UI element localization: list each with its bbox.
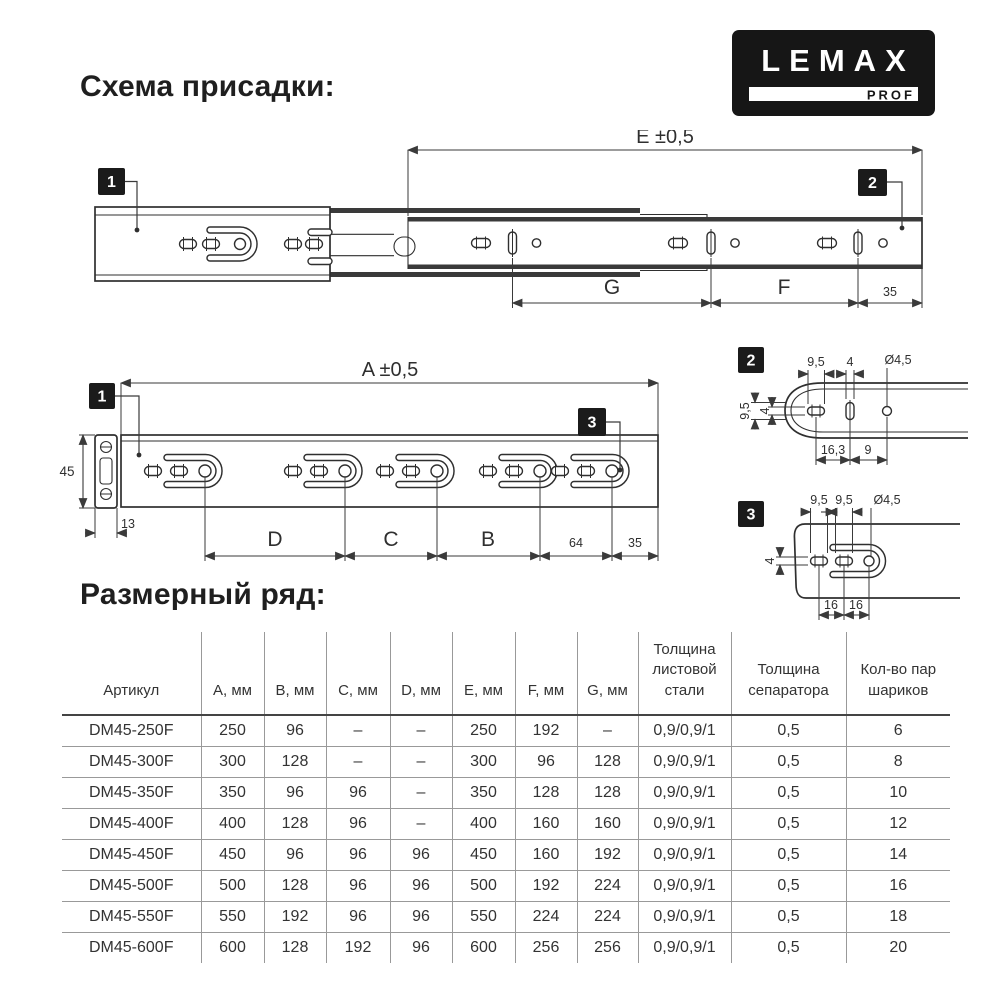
marker-2-label: 2 xyxy=(868,175,877,192)
dim-b-label: B xyxy=(480,528,496,551)
cross-section-view xyxy=(95,435,117,508)
value-cell: 96 xyxy=(326,870,390,901)
dim-a-label: A ±0,5 xyxy=(361,360,419,381)
article-cell: DM45-400F xyxy=(62,808,201,839)
value-cell: 128 xyxy=(264,870,326,901)
value-cell: 96 xyxy=(326,777,390,808)
dim-e xyxy=(408,130,922,216)
value-cell: 128 xyxy=(515,777,577,808)
dim-vslot-width-label: 4 xyxy=(846,355,854,369)
value-cell: 0,5 xyxy=(731,901,846,932)
value-cell: 450 xyxy=(452,839,515,870)
value-cell: – xyxy=(577,715,638,747)
value-cell: 300 xyxy=(452,746,515,777)
value-cell: 0,5 xyxy=(731,839,846,870)
value-cell: 128 xyxy=(577,746,638,777)
table-row xyxy=(62,808,950,839)
value-cell: 0,9/0,9/1 xyxy=(638,932,731,963)
table-title: Размерный ряд: xyxy=(80,578,326,611)
rail-hole-groups xyxy=(145,458,627,485)
value-cell: 400 xyxy=(452,808,515,839)
dims-bottom xyxy=(816,417,887,465)
value-cell: 160 xyxy=(515,808,577,839)
value-cell: 0,5 xyxy=(731,715,846,747)
value-cell: 128 xyxy=(264,808,326,839)
value-cell: 18 xyxy=(846,901,950,932)
value-cell: 192 xyxy=(326,932,390,963)
value-cell: 0,5 xyxy=(731,746,846,777)
slide-mounting-drawing xyxy=(55,360,680,570)
value-cell: 0,5 xyxy=(731,808,846,839)
value-cell: 400 xyxy=(201,808,264,839)
value-cell: 300 xyxy=(201,746,264,777)
col-g: G, мм xyxy=(577,632,638,715)
dim-35-label: 35 xyxy=(883,285,897,299)
dim-13-label: 13 xyxy=(121,517,135,531)
value-cell: 550 xyxy=(452,901,515,932)
article-cell: DM45-250F xyxy=(62,715,201,747)
value-cell: 500 xyxy=(452,870,515,901)
value-cell: 0,5 xyxy=(731,870,846,901)
dim-g-label: G xyxy=(603,276,621,299)
value-cell: 0,9/0,9/1 xyxy=(638,901,731,932)
callout-marker-1 xyxy=(89,383,141,457)
dim-c-label: C xyxy=(383,528,399,551)
dim-16b-label: 16 xyxy=(849,598,863,612)
marker-1-label: 1 xyxy=(97,388,107,406)
latch-tab xyxy=(394,237,415,256)
value-cell: 250 xyxy=(201,715,264,747)
dim-a xyxy=(121,360,658,435)
value-cell: 500 xyxy=(201,870,264,901)
value-cell: 96 xyxy=(264,715,326,747)
article-cell: DM45-350F xyxy=(62,777,201,808)
value-cell: 128 xyxy=(264,746,326,777)
logo-sub-text: PROF xyxy=(866,87,915,102)
value-cell: 96 xyxy=(390,901,452,932)
article-cell: DM45-600F xyxy=(62,932,201,963)
value-cell: 256 xyxy=(577,932,638,963)
value-cell: 0,5 xyxy=(731,932,846,963)
lemax-logo xyxy=(732,30,935,116)
value-cell: 96 xyxy=(515,746,577,777)
marker-2-label: 2 xyxy=(746,352,756,370)
detail-drawing-2 xyxy=(725,338,975,473)
col-c: C, мм xyxy=(326,632,390,715)
marker-1-label: 1 xyxy=(107,174,116,191)
dim-left-inner-label: 4 xyxy=(758,407,772,415)
value-cell: 96 xyxy=(264,777,326,808)
detail-drawing-3 xyxy=(725,482,975,627)
value-cell: 350 xyxy=(452,777,515,808)
value-cell: 6 xyxy=(846,715,950,747)
value-cell: 192 xyxy=(577,839,638,870)
dim-45-label: 45 xyxy=(59,464,75,479)
dim-slot-width-label: 9,5 xyxy=(807,355,825,369)
value-cell: 0,9/0,9/1 xyxy=(638,715,731,747)
value-cell: 350 xyxy=(201,777,264,808)
value-cell: 224 xyxy=(577,901,638,932)
value-cell: 16 xyxy=(846,870,950,901)
value-cell: – xyxy=(326,715,390,747)
dim-left-outer-label: 9,5 xyxy=(738,402,752,420)
value-cell: 160 xyxy=(515,839,577,870)
dims-left xyxy=(763,547,808,575)
table-row xyxy=(62,870,950,901)
value-cell: 96 xyxy=(326,901,390,932)
value-cell: 250 xyxy=(452,715,515,747)
dims-left xyxy=(738,393,805,430)
value-cell: 550 xyxy=(201,901,264,932)
callout-marker-3 xyxy=(578,408,622,472)
value-cell: 96 xyxy=(390,932,452,963)
value-cell: 96 xyxy=(264,839,326,870)
value-cell: 128 xyxy=(577,777,638,808)
outer-rail-member xyxy=(95,207,332,281)
col-steel-thickness: Толщина листовой стали xyxy=(638,632,731,715)
holes xyxy=(808,400,892,422)
value-cell: – xyxy=(390,808,452,839)
value-cell: 14 xyxy=(846,839,950,870)
value-cell: 192 xyxy=(515,870,577,901)
dims-top xyxy=(798,353,912,406)
value-cell: 20 xyxy=(889,938,908,956)
article-cell: DM45-550F xyxy=(62,901,201,932)
table-row xyxy=(62,932,950,963)
dim-dcb xyxy=(205,477,658,561)
spec-table-body xyxy=(62,715,950,963)
dim-13 xyxy=(85,508,135,538)
col-ball-pairs: Кол-во пар шариков xyxy=(846,632,950,715)
value-cell: 96 xyxy=(326,839,390,870)
callout-marker-3 xyxy=(738,501,764,527)
callout-marker-2 xyxy=(738,347,764,373)
col-e: E, мм xyxy=(452,632,515,715)
value-cell: 256 xyxy=(515,932,577,963)
col-f: F, мм xyxy=(515,632,577,715)
col-a: A, мм xyxy=(201,632,264,715)
col-separator-thickness: Толщина сепаратора xyxy=(731,632,846,715)
value-cell: 8 xyxy=(846,746,950,777)
article-cell: DM45-500F xyxy=(62,870,201,901)
logo-bar xyxy=(749,87,918,101)
article-cell: DM45-450F xyxy=(62,839,201,870)
callout-marker-1 xyxy=(98,168,139,232)
value-cell: 10 xyxy=(846,777,950,808)
col-article: Артикул xyxy=(62,632,201,715)
value-cell: 160 xyxy=(577,808,638,839)
dim-9-label: 9 xyxy=(864,443,872,457)
dim-d-label: D xyxy=(267,528,283,551)
value-cell: 128 xyxy=(264,932,326,963)
logo-brand-text: LEMAX xyxy=(761,43,915,78)
value-cell: 96 xyxy=(326,808,390,839)
dim-left-label: 4 xyxy=(763,557,777,565)
value-cell: – xyxy=(326,746,390,777)
value-cell: 0,9/0,9/1 xyxy=(638,808,731,839)
dim-f-label: F xyxy=(777,276,791,299)
value-cell: – xyxy=(390,746,452,777)
value-cell: 0,9/0,9/1 xyxy=(638,777,731,808)
value-cell: 96 xyxy=(390,839,452,870)
value-cell: 0,9/0,9/1 xyxy=(638,870,731,901)
value-cell: 96 xyxy=(390,870,452,901)
value-cell: 224 xyxy=(577,870,638,901)
value-cell: – xyxy=(390,715,452,747)
col-b: B, мм xyxy=(264,632,326,715)
marker-3-label: 3 xyxy=(587,414,597,432)
dim-slot2-width-label: 9,5 xyxy=(835,493,853,507)
marker-3-label: 3 xyxy=(746,506,756,524)
inner-rail-holes xyxy=(472,229,888,257)
dim-slot1-width-label: 9,5 xyxy=(810,493,828,507)
table-row xyxy=(62,715,950,747)
table-header-row xyxy=(62,632,950,715)
dim-16-3-label: 16,3 xyxy=(820,443,846,457)
value-cell: 0,5 xyxy=(731,777,846,808)
article-cell: DM45-300F xyxy=(62,746,201,777)
col-d: D, мм xyxy=(390,632,452,715)
value-cell: 600 xyxy=(201,932,264,963)
value-cell: 0,9/0,9/1 xyxy=(638,746,731,777)
dim-hole-diameter-label: Ø4,5 xyxy=(873,493,901,507)
dim-hole-diameter-label: Ø4,5 xyxy=(884,353,912,367)
dim-64-label: 64 xyxy=(569,536,583,550)
value-cell: – xyxy=(390,777,452,808)
value-cell: 450 xyxy=(201,839,264,870)
value-cell: 0,9/0,9/1 xyxy=(638,839,731,870)
value-cell: 600 xyxy=(452,932,515,963)
value-cell: 12 xyxy=(846,808,950,839)
page-title: Схема присадки: xyxy=(80,70,335,103)
table-row xyxy=(62,746,950,777)
size-range-table xyxy=(62,632,950,963)
table-row xyxy=(62,901,950,932)
dim-35-label: 35 xyxy=(628,536,642,550)
dim-16a-label: 16 xyxy=(824,598,838,612)
value-cell: 192 xyxy=(515,715,577,747)
dim-45 xyxy=(59,435,95,508)
dim-e-label: E ±0,5 xyxy=(636,130,694,148)
table-row xyxy=(62,839,950,870)
value-cell: 224 xyxy=(515,901,577,932)
slide-assembly-drawing xyxy=(85,130,935,320)
holes xyxy=(811,548,883,575)
table-row xyxy=(62,777,950,808)
value-cell: 192 xyxy=(264,901,326,932)
